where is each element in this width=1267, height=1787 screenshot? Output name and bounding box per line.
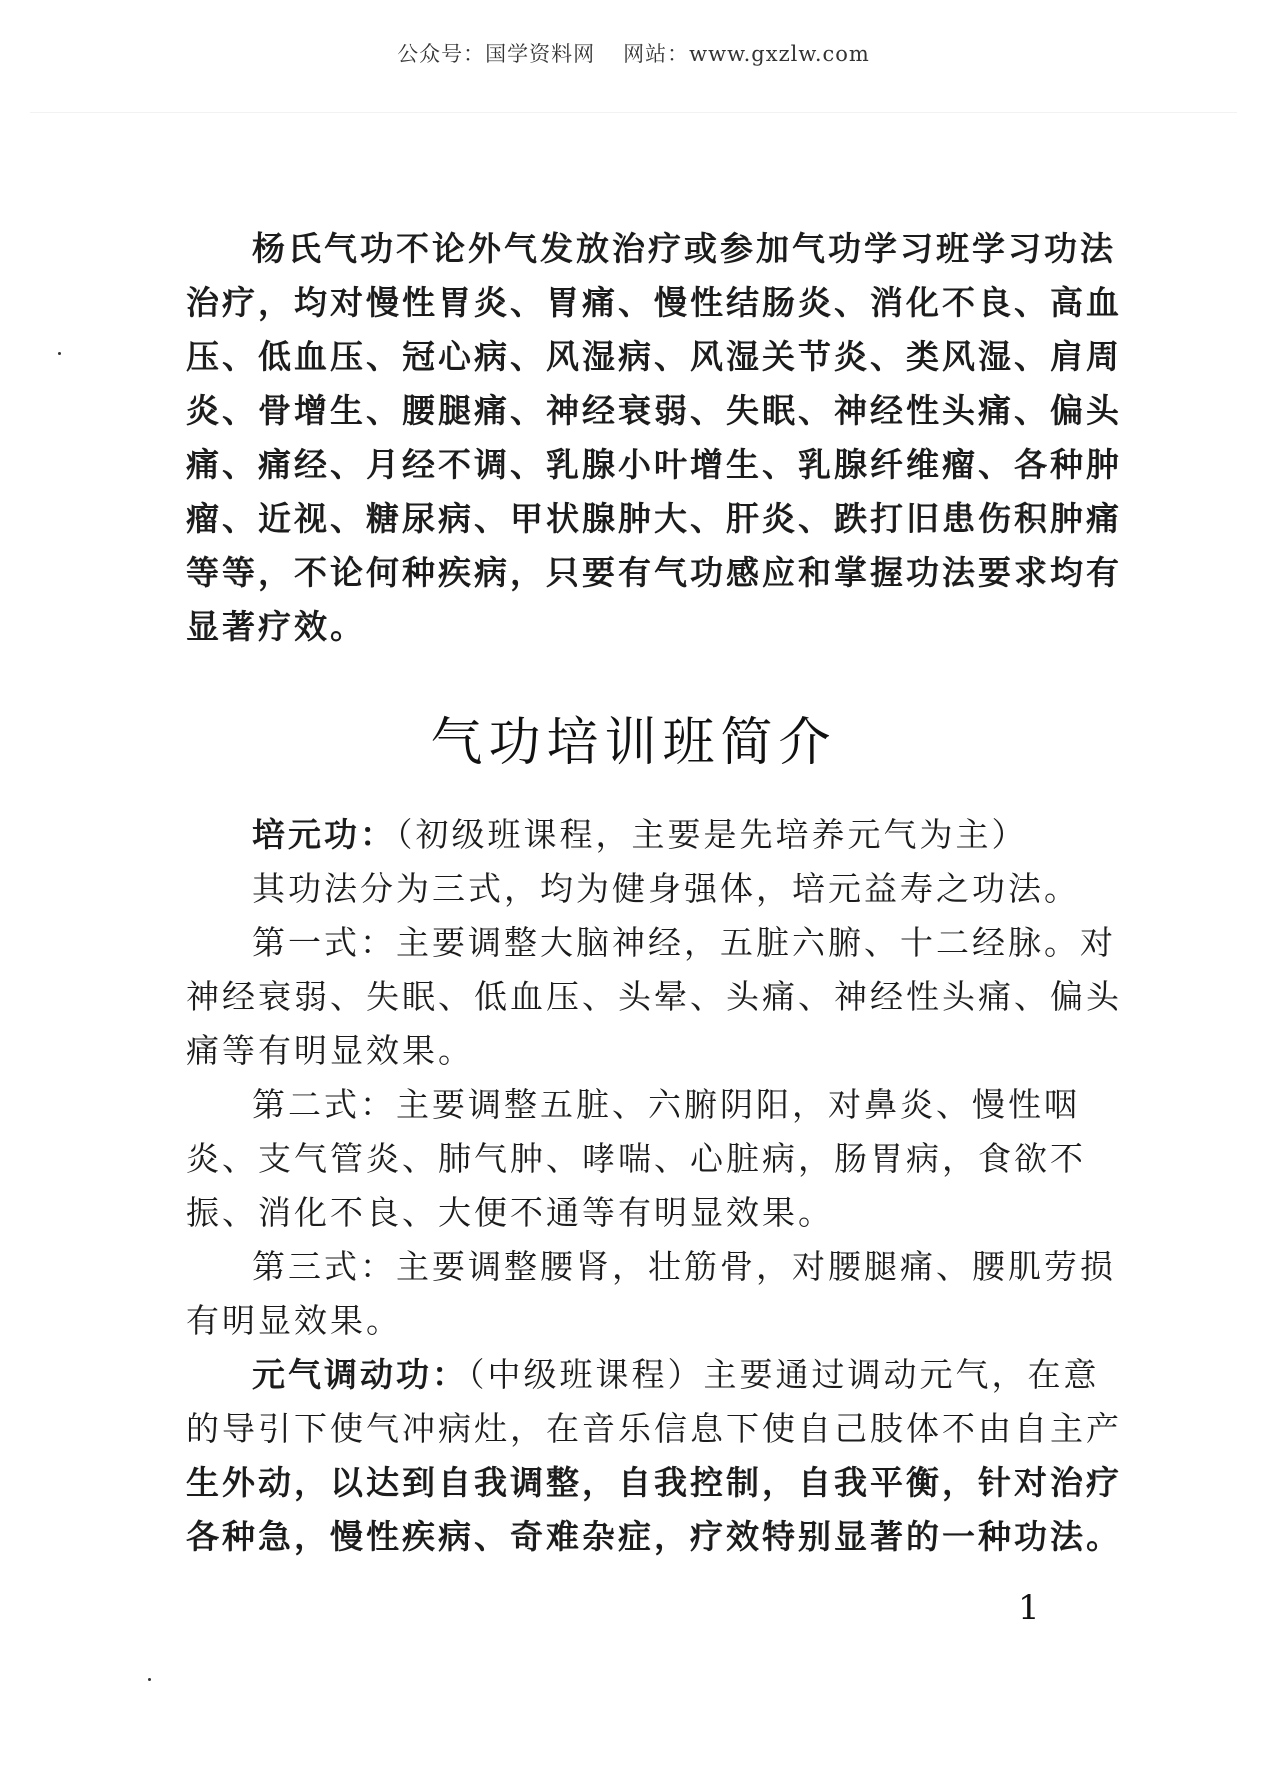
peiyuan-form-1: 第一式：主要调整大脑神经，五脏六腑、十二经脉。对神经衰弱、失眠、低血压、头晕、头痛、神经性头痛、偏头痛等有明显效果。 (186, 923, 1122, 1070)
peiyuan-label: 培元功： (252, 815, 396, 854)
peiyuan-form-3: 第三式：主要调整腰肾，壮筋骨，对腰腿痛、腰肌劳损有明显效果。 (186, 1247, 1116, 1340)
header-wechat: 公众号：国学资料网 (397, 42, 596, 66)
yuanqi-text-b: 生外动，以达到自我调整，自我控制，自我平衡，针对治疗各种急，慢性疾病、奇难杂症，疗效特别显著的一种功法。 (186, 1463, 1122, 1556)
scan-speck (58, 352, 61, 355)
peiyuan-heading (186, 808, 1126, 862)
peiyuan-summary: 其功法分为三式，均为健身强体，培元益寿之功法。 (252, 869, 1080, 908)
header-divider (30, 112, 1237, 113)
yuanqi-text-a: （中级班课程）主要通过调动元气，在意的导引下使气冲病灶，在音乐信息下使自己肢体不由自主产 (186, 1355, 1122, 1448)
yuanqi-label: 元气调动功： (252, 1355, 468, 1394)
section-body (186, 808, 1126, 1564)
intro-paragraph (186, 222, 1126, 654)
section-title: 气功培训班简介 (430, 713, 837, 773)
page-header (0, 38, 1267, 68)
intro-text: 杨氏气功不论外气发放治疗或参加气功学习班学习功法治疗，均对慢性胃炎、胃痛、慢性结肠炎、消化不良、高血压、低血压、冠心病、风湿病、风湿关节炎、类风湿、肩周炎、骨增生、腰腿痛、神经衰弱、失眠、神经性头痛、偏头痛、痛经、月经不调、乳腺小叶增生、乳腺纤维瘤、各种肿瘤、近视、糖尿病、甲状腺肿大、肝炎、跌打旧患伤积肿痛等等，不论何种疾病，只要有气功感应和掌握功法要求均有显著疗效。 (186, 229, 1122, 646)
scan-speck (148, 1678, 151, 1681)
header-website: 网站：www.gxzlw.com (623, 42, 870, 66)
page-number: 1 (1018, 1588, 1040, 1628)
yuanqi-paragraph (186, 1348, 1126, 1564)
peiyuan-form-2: 第二式：主要调整五脏、六腑阴阳，对鼻炎、慢性咽炎、支气管炎、肺气肿、哮喘、心脏病，肠胃病，食欲不振、消化不良、大便不通等有明显效果。 (186, 1085, 1086, 1232)
peiyuan-note: （初级班课程，主要是先培养元气为主） (396, 815, 1028, 854)
